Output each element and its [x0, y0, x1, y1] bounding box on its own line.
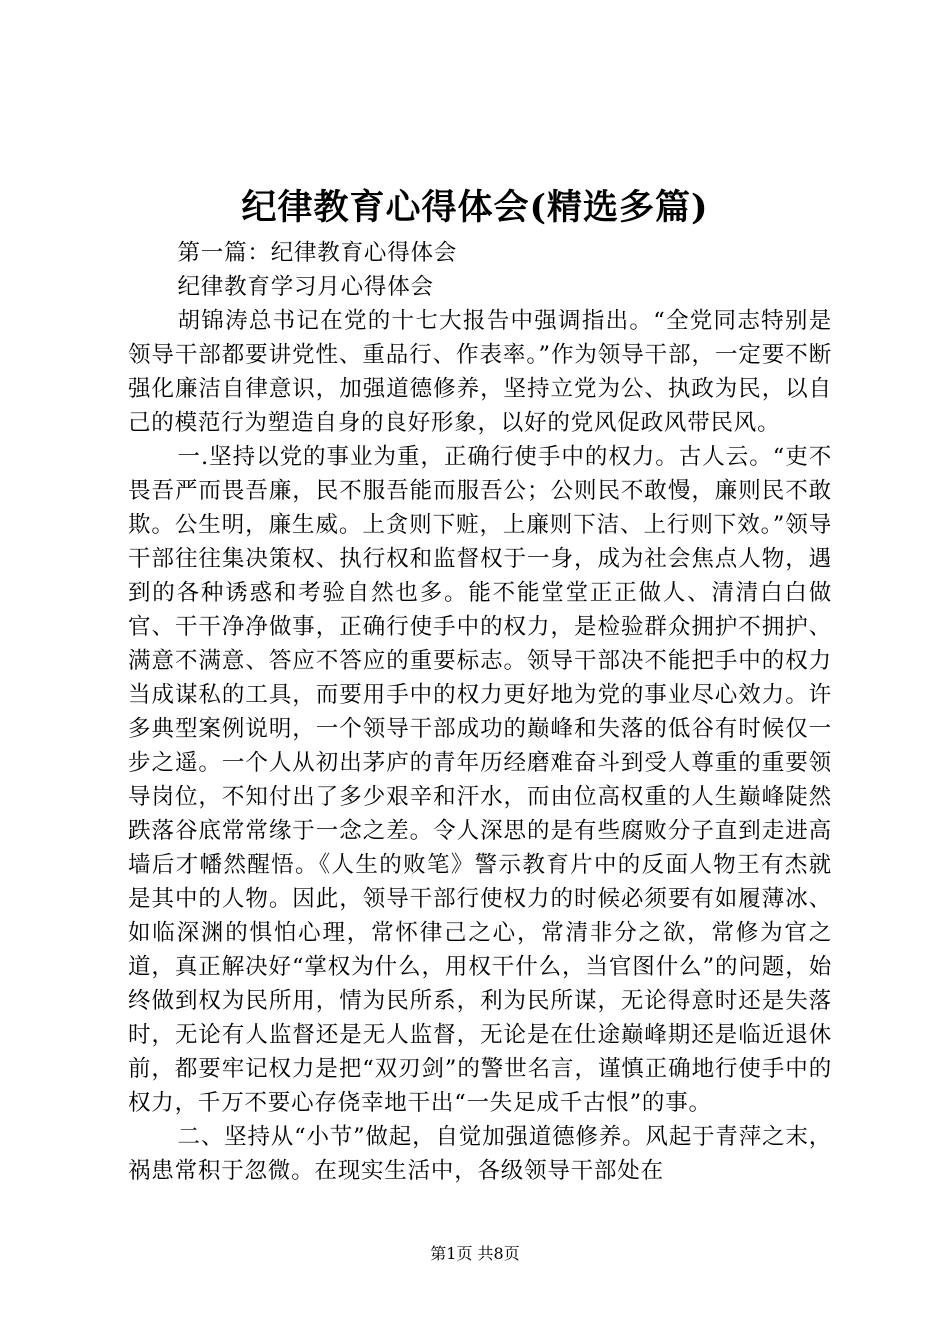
- page-number: 第1页 共8页: [430, 1244, 520, 1263]
- article-subtitle: 纪律教育学习月心得体会: [177, 274, 434, 300]
- body-paragraph: 一.坚持以党的事业为重，正确行使手中的权力。古人云。“吏不畏吾严而畏吾廉，民不服吾能而服吾公；公则民不敢慢，廉则民不敢欺。公生明，廉生威。上贪则下赃，上廉则下洁、上行则下效。”领导干部往往集决策权、执行权和监督权于一身，成为社会焦点人物，遇到的各种诱惑和考验自然也多。能不能堂堂正正做人、清清白白做官、干干净净做事，正确行使手中的权力，是检验群众拥护不拥护、满意不满意、答应不答应的重要标志。领导干部决不能把手中的权力当成谋私的工具，而要用手中的权力更好地为党的事业尽心效力。许多典型案例说明，一个领导干部成功的巅峰和失落的低谷有时候仅一步之遥。一个人从初出茅庐的青年历经磨难奋斗到受人尊重的重要领导岗位，不知付出了多少艰辛和汗水，而由位高权重的人生巅峰陡然跌落谷底常常缘于一念之差。令人深思的是有些腐败分子直到走进高墙后才幡然醒悟。《人生的败笔》警示教育片中的反面人物王有杰就是其中的人物。因此，领导干部行使权力的时候必须要有如履薄冰、如临深渊的惧怕心理，常怀律己之心，常清非分之欲，常修为官之道，真正解决好“掌权为什么，用权干什么，当官图什么”的问题，始终做到权为民所用，情为民所系，利为民所谋，无论得意时还是失落时，无论有人监督还是无人监督，无论是在仕途巅峰期还是临近退休前，都要牢记权力是把“双刃剑”的警世名言，谨慎正确地行使手中的权力，千万不要心存侥幸地干出“一失足成千古恨”的事。: [128, 444, 832, 1116]
- body-paragraph: 二、坚持从“小节”做起，自觉加强道德修养。风起于青萍之末，祸患常积于忽微。在现实生活中，各级领导干部处在: [128, 1124, 832, 1184]
- body-paragraph: 胡锦涛总书记在党的十七大报告中强调指出。“全党同志特别是领导干部都要讲党性、重品行、作表率。”作为领导干部，一定要不断强化廉洁自律意识，加强道德修养，坚持立党为公、执政为民，以自己的模范行为塑造自身的良好形象，以好的党风促政风带民风。: [128, 308, 832, 436]
- document-body: [128, 236, 832, 1188]
- section-heading: 第一篇：纪律教育心得体会: [177, 240, 458, 266]
- document-title: 纪律教育心得体会(精选多篇): [241, 187, 709, 228]
